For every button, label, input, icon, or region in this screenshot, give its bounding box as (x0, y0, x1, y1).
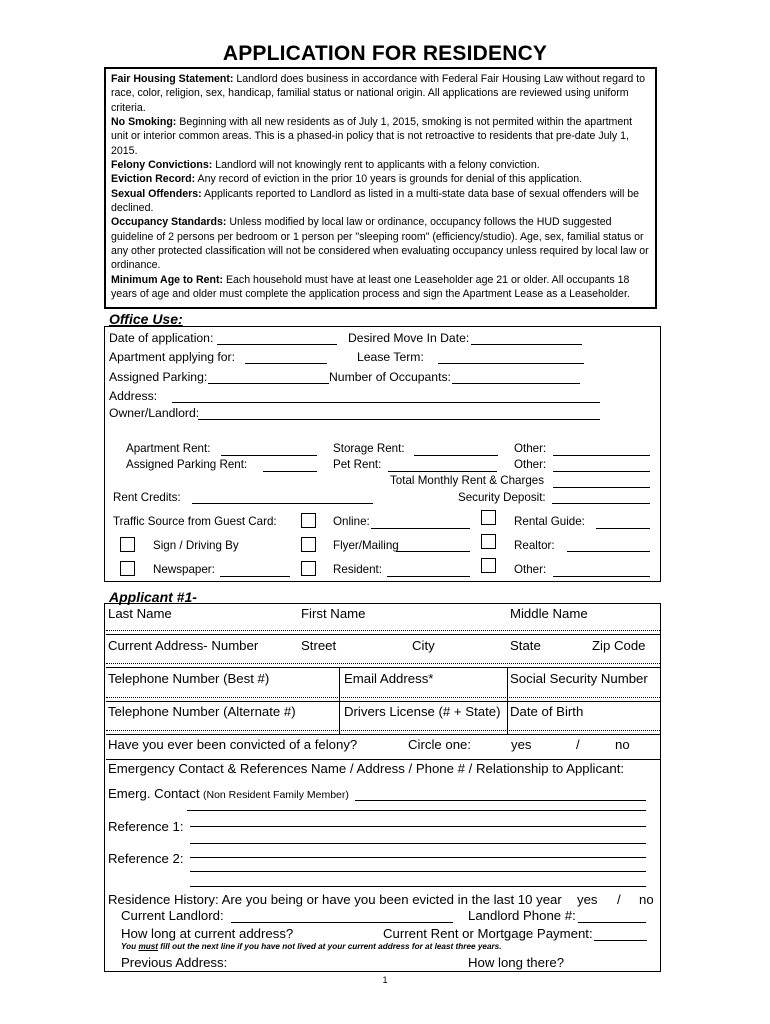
page-title: APPLICATION FOR RESIDENCY (222, 42, 548, 65)
felony-no[interactable]: no (615, 737, 630, 752)
how-long-there-label: How long there? (468, 955, 565, 970)
reference-1-field[interactable] (190, 826, 646, 827)
storage-rent-label: Storage Rent: (333, 442, 405, 455)
reference-2-field-3[interactable] (190, 886, 646, 887)
other-source-checkbox[interactable] (481, 558, 496, 573)
statement-label: Felony Convictions: (111, 159, 213, 172)
assigned-parking-field[interactable] (208, 383, 329, 384)
rent-credits-field[interactable] (192, 503, 373, 504)
other-source-label: Other: (514, 563, 547, 576)
state-label: State (510, 638, 541, 653)
statement-no-smoking (111, 115, 651, 158)
online-label: Online: (333, 515, 370, 528)
applicant-heading: Applicant #1- (109, 589, 197, 605)
note-must: must (138, 942, 158, 951)
sign-driving-checkbox[interactable] (120, 537, 135, 552)
landlord-phone-field[interactable] (578, 922, 646, 923)
address-row-dotted (106, 663, 660, 664)
other-1-label: Other: (514, 442, 547, 455)
number-of-occupants-label: Number of Occupants: (329, 370, 451, 384)
current-landlord-field[interactable] (231, 922, 453, 923)
newspaper-field[interactable] (220, 576, 290, 577)
residence-slash: / (617, 892, 621, 907)
realtor-label: Realtor: (514, 539, 555, 552)
realtor-checkbox[interactable] (481, 534, 496, 549)
felony-row-line (106, 759, 660, 760)
date-of-application-label: Date of application: (109, 331, 214, 345)
realtor-field[interactable] (567, 551, 650, 552)
date-of-application-field[interactable] (217, 344, 337, 345)
traffic-source-checkbox[interactable] (301, 513, 316, 528)
zip-label: Zip Code (592, 638, 646, 653)
tel-alt-label: Telephone Number (Alternate #) (108, 704, 296, 719)
residence-no[interactable]: no (639, 892, 654, 907)
statement-label: Eviction Record: (111, 173, 196, 186)
address-row-line[interactable] (106, 667, 660, 668)
landlord-phone-label: Landlord Phone #: (468, 908, 576, 923)
pet-rent-label: Pet Rent: (333, 458, 382, 471)
middle-name-label: Middle Name (510, 606, 588, 621)
circle-one-label: Circle one: (408, 737, 472, 752)
statement-label: Minimum Age to Rent: (111, 273, 224, 286)
current-landlord-label: Current Landlord: (121, 908, 224, 923)
current-rent-field[interactable] (594, 940, 647, 941)
reference-2-field-2[interactable] (190, 871, 646, 872)
statement-text: Applicants reported to Landlord as listed in a multi-state data base of sexual offenders will be declined. (111, 187, 640, 215)
desired-move-in-field[interactable] (471, 344, 582, 345)
email-label: Email Address* (344, 671, 434, 686)
online-field[interactable] (371, 528, 470, 529)
statement-min-age (111, 273, 651, 302)
note-post: fill out the next line if you have not lived at your current address for at least three years. (158, 942, 502, 951)
note-pre: You (121, 942, 139, 951)
emerg-contact-note: (Non Resident Family Member) (203, 789, 349, 801)
statement-label: Fair Housing Statement: (111, 73, 234, 85)
office-use-heading: Office Use: (109, 311, 183, 327)
statement-text: Each household must have at least one Leaseholder age 21 or older. All occupants 18 years of age and older must complete the application process and sign the Apartment Lease as a Leaseholder. (111, 273, 630, 301)
owner-landlord-field[interactable] (198, 419, 600, 420)
ssn-label: Social Security Number (510, 671, 648, 686)
page-number: 1 (382, 975, 388, 985)
statement-text: Unless modified by local law or ordinance, occupancy follows the HUD suggested guideline of 2 persons per bedroom or 1 person per "sleeping room" (efficiency/studio). Age, sex, familial status or any other protected classification will not be considered when evaluating occupancy unless required by local law or ordinance. (111, 216, 649, 272)
felony-slash: / (576, 737, 580, 752)
apartment-applying-field[interactable] (245, 363, 327, 364)
statement-label: Sexual Offenders: (111, 187, 202, 200)
resident-checkbox[interactable] (301, 561, 316, 576)
resident-label: Resident: (333, 563, 382, 576)
reference-1-label: Reference 1: (108, 819, 184, 834)
flyer-mailing-checkbox[interactable] (301, 537, 316, 552)
apartment-rent-field[interactable] (221, 455, 317, 456)
address-label: Address: (109, 389, 158, 403)
emergency-header: Emergency Contact & References Name / Address / Phone # / Relationship to Applicant: (108, 761, 625, 776)
felony-question: Have you ever been convicted of a felony? (108, 737, 358, 752)
storage-rent-field[interactable] (414, 455, 498, 456)
statement-occupancy (111, 215, 651, 272)
emerg-contact-label: Emerg. Contact (108, 786, 200, 801)
rental-guide-label: Rental Guide: (514, 515, 585, 528)
number-of-occupants-field[interactable] (452, 383, 580, 384)
total-monthly-field[interactable] (553, 487, 650, 488)
name-row-line[interactable] (106, 634, 660, 635)
security-deposit-field[interactable] (552, 503, 650, 504)
desired-move-in-label: Desired Move In Date: (348, 331, 470, 345)
name-row-dotted (106, 630, 660, 631)
reference-2-label: Reference 2: (108, 851, 184, 866)
statement-text: Landlord will not knowingly rent to applicants with a felony conviction. (212, 159, 540, 172)
other-2-label: Other: (514, 458, 547, 471)
other-1-field[interactable] (553, 455, 650, 456)
assigned-parking-rent-label: Assigned Parking Rent: (126, 458, 248, 471)
first-name-label: First Name (301, 606, 366, 621)
city-label: City (412, 638, 435, 653)
phone-row-dotted (106, 697, 660, 698)
statement-fair-housing (111, 72, 651, 115)
emerg-contact-field-2[interactable] (187, 810, 646, 811)
statement-felony (111, 158, 651, 172)
pet-rent-field[interactable] (388, 471, 497, 472)
online-checkbox[interactable] (481, 510, 496, 525)
reference-2-field[interactable] (190, 857, 646, 858)
statement-text: Landlord does business in accordance with Federal Fair Housing Law without regard to race, color, religion, sex, handicap, familial status or national origin. All applications are reviewed using uniform criteria. (111, 73, 646, 114)
dob-label: Date of Birth (510, 704, 584, 719)
resident-field[interactable] (387, 576, 470, 577)
apartment-applying-label: Apartment applying for: (109, 350, 236, 364)
apartment-rent-label: Apartment Rent: (126, 442, 211, 455)
statement-text: Beginning with all new residents as of July 1, 2015, smoking is not permited within the apartment unit or interior common areas. This is a phased-in policy that is not retroactive to residents that pre-date July 1, 2015. (111, 116, 633, 157)
flyer-mailing-label: Flyer/Mailing (333, 539, 399, 552)
previous-address-note (121, 942, 502, 951)
current-rent-label: Current Rent or Mortgage Payment: (383, 926, 593, 941)
last-name-label: Last Name (108, 606, 172, 621)
rental-guide-field[interactable] (596, 528, 650, 529)
emerg-contact-field[interactable] (355, 800, 646, 801)
other-2-field[interactable] (553, 471, 650, 472)
owner-landlord-label: Owner/Landlord: (109, 406, 200, 420)
lease-term-field[interactable] (438, 363, 584, 364)
security-deposit-label: Security Deposit: (458, 491, 546, 504)
felony-yes[interactable]: yes (511, 737, 532, 752)
statement-text: Any record of eviction in the prior 10 years is grounds for denial of this application. (195, 173, 583, 186)
statement-sex-offenders (111, 187, 651, 216)
statement-eviction (111, 172, 651, 186)
street-label: Street (301, 638, 337, 653)
previous-address-label: Previous Address: (121, 955, 228, 970)
newspaper-checkbox[interactable] (120, 561, 135, 576)
drivers-license-label: Drivers License (# + State) (344, 704, 501, 719)
total-monthly-label: Total Monthly Rent & Charges (390, 474, 545, 487)
how-long-current-label: How long at current address? (121, 926, 294, 941)
newspaper-label: Newspaper: (153, 563, 215, 576)
policy-statement (104, 67, 657, 309)
alt-phone-row-dotted (106, 730, 660, 731)
assigned-parking-rent-field[interactable] (263, 471, 317, 472)
alt-phone-row-line[interactable] (106, 734, 660, 735)
sign-driving-label: Sign / Driving By (153, 539, 239, 552)
address-field[interactable] (172, 402, 600, 403)
residence-yes[interactable]: yes (577, 892, 598, 907)
lease-term-label: Lease Term: (357, 350, 424, 364)
traffic-source-label: Traffic Source from Guest Card: (113, 515, 277, 528)
flyer-mailing-field[interactable] (396, 551, 470, 552)
residence-history-label: Residence History: Are you being or have you been evicted in the last 10 year (108, 892, 562, 907)
statement-label: No Smoking: (111, 116, 177, 129)
phone-row-line[interactable] (106, 701, 660, 702)
rent-credits-label: Rent Credits: (113, 491, 181, 504)
tel-best-label: Telephone Number (Best #) (108, 671, 270, 686)
statement-label: Occupancy Standards: (111, 216, 227, 229)
assigned-parking-label: Assigned Parking: (109, 370, 208, 384)
reference-1-field-2[interactable] (190, 843, 646, 844)
other-source-field[interactable] (553, 576, 650, 577)
current-address-label: Current Address- Number (108, 638, 259, 653)
